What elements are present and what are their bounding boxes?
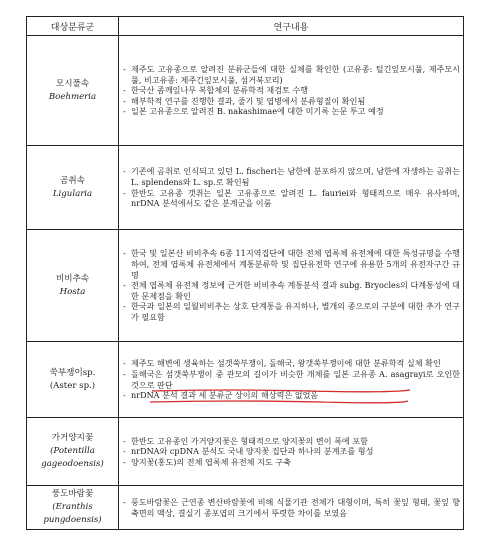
table-row	[27, 230, 464, 342]
group-cell	[27, 230, 119, 342]
group-sci-name: (Potentilla gageodoensis)	[41, 446, 104, 469]
list-item: - 한국산 좀깨잎나무 복합체의 분류학적 재검토 수행	[123, 85, 460, 96]
table-header-row	[27, 17, 464, 36]
group-sci-name: Boehmeria	[48, 91, 97, 102]
list-item: - nrDNA와 cpDNA 분석도 국내 양지꽃 집단과 하나의 분계조를 형성	[123, 446, 460, 457]
table-row	[27, 146, 464, 230]
content-cell	[119, 486, 464, 530]
group-name: 비비추속	[55, 273, 90, 284]
group-name: 쑥부쟁이sp.	[49, 367, 96, 378]
list-item: - 양지꽃(홍도)의 전체 엽록체 유전체 지도 구축	[123, 457, 460, 468]
list-item: - 한국 및 일본산 비비추속 6종 11지역집단에 대한 전체 엽록체 유전체에 대한 특성규명을 수행하여, 전체 엽록체 유전체에서 계통분류학 및 집단유전학 연구에 유용한 5개의 유전자구간 규명	[123, 248, 460, 280]
group-cell	[27, 36, 119, 146]
group-name: 풍도바람꽃	[51, 489, 94, 499]
group-name: 가거양지꽃	[51, 433, 94, 443]
list-item: - 한반도 고유종인 가거양지꽃은 형태적으로 양지꽃의 변이 폭에 포함	[123, 436, 460, 447]
list-item: - 기존에 곰취로 인식되고 있던 L. fischeri는 남한에 분포하지 않으며, 남한에 자생하는 곰취는 L. splendens와 L. sp.로 확인됨	[123, 166, 460, 187]
content-cell	[119, 230, 464, 342]
list-item: - 제주도 해변에 생육하는 섬갯쑥부쟁이, 돌해국, 왕갯쑥부쟁이에 대한 분류학적 실체 확인	[123, 358, 460, 369]
group-name: 모시풀속	[55, 78, 90, 89]
list-item: - 한국과 일본의 일월비비추는 상호 단계통을 유지하나, 별개의 종으로의 구분에 대한 추가 연구가 필요함	[123, 301, 460, 322]
list-item: - nrDNA 분석 결과 세 분류군 상이의 해상력은 없었음	[123, 390, 460, 401]
group-cell	[27, 486, 119, 530]
group-sci-name: Hosta	[59, 286, 86, 297]
table-row	[27, 418, 464, 486]
table-row	[27, 36, 464, 146]
list-item: - 풍도바람꽃은 근연종 변산바람꽃에 비해 식물기관 전체가 대형이며, 특히 꽃잎 형태, 꽃잎 향축면의 맥상, 결실기 종포엽의 크기에서 뚜렷한 차이를 보였음	[123, 497, 460, 518]
content-cell	[119, 418, 464, 486]
header-group: 대상분류군	[27, 17, 119, 36]
group-cell	[27, 146, 119, 230]
list-item-highlighted: - 돌해국은 섬갯쑥부쟁이 중 관모의 길이가 비슷한 개체를 일본 고유종 A. asagrayi로 오인한 것으로 판단	[123, 369, 460, 390]
list-item: - 제주도 고유종으로 알려진 분류군들에 대한 실체를 확인한 (고유종: 털긴잎모시풀, 제주모시풀, 비고유종: 제주긴잎모시풀, 섬거북꼬리)	[123, 64, 460, 85]
header-content: 연구내용	[119, 17, 464, 36]
content-cell	[119, 36, 464, 146]
group-cell	[27, 418, 119, 486]
group-sci-name: Ligularia	[52, 188, 93, 199]
list-item: - 전체 엽록체 유전체 정보에 근거한 비비추속 계통분석 결과 subg. Bryocles의 다계통성에 대한 문제점을 확인	[123, 280, 460, 301]
list-item: - 일본 고유종으로 알려진 B. nakashimae에 대한 미기록 논문 투고 예정	[123, 106, 460, 117]
table-row	[27, 342, 464, 418]
list-item: - 해부학적 연구를 진행한 결과, 줄기 및 엽병에서 분류형질이 확인됨	[123, 96, 460, 107]
research-table	[26, 16, 464, 530]
content-cell	[119, 146, 464, 230]
table-row	[27, 486, 464, 530]
group-cell	[27, 342, 119, 418]
group-name: 곰취속	[60, 175, 85, 186]
group-sci-name: (Eranthis pungdoensis)	[43, 502, 102, 525]
list-item: - 한반도 고유종 갯취는 일본 고유종으로 알려진 L. fauriei와 형태적으로 매우 유사하며, nrDNA 분석에서도 같은 분계군을 이룸	[123, 188, 460, 209]
group-sci-name: (Aster sp.)	[49, 380, 96, 391]
content-cell	[119, 342, 464, 418]
